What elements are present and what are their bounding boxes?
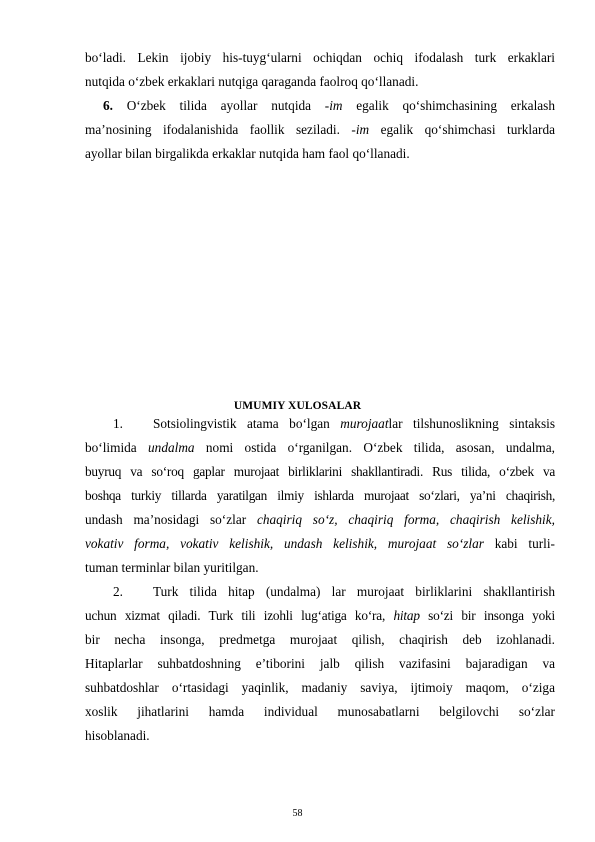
text-line: bo‘ladi. Lekin ijobiy his-tuyg‘ularni ochiqdan ochiq ifodalash turk erkaklari <box>85 50 555 65</box>
page-number: 58 <box>292 808 303 819</box>
text-line: bir necha insonga, predmetga murojaat qilish, chaqirish deb izohlanadi. <box>85 632 555 647</box>
text-line: ayollar bilan birgalikda erkaklar nutqida ham faol qo‘llanadi. <box>85 146 410 161</box>
text-line: suhbatdoshlar o‘rtasidagi yaqinlik, madaniy saviya, ijtimoiy maqom, o‘ziga <box>85 680 555 695</box>
word: jihatlarini <box>137 704 189 719</box>
text-line <box>85 700 555 724</box>
word: so‘zlar <box>518 704 555 719</box>
word: individual <box>263 704 318 719</box>
item-1-line: 1. Sotsiolingvistik atama bo‘lgan murojaatlar tilshunoslikning sintaksis <box>85 412 555 436</box>
text-line: bo‘limida undalma nomi ostida o‘rganilgan. O‘zbek tilida, asosan, undalma, <box>85 440 555 455</box>
item-2-line: 2. Turk tilida hitap (undalma) lar murojaat birliklarini shakllantirish <box>85 580 555 604</box>
text-line: buyruq va so‘roq gaplar murojaat birliklarini shakllantiradi. Rus tilida, o‘zbek va <box>85 464 555 479</box>
item-1-number: 1. <box>113 416 123 431</box>
text-line: hisoblanadi. <box>85 728 150 743</box>
text-line: boshqa turkiy tillarda yaratilgan ilmiy ishlarda murojaat so‘zlari, ya’ni chaqirish, <box>85 488 555 503</box>
word: xoslik <box>85 704 118 719</box>
text-line: nutqida o‘zbek erkaklari nutqiga qaraganda faolroq qo‘llanadi. <box>85 74 419 89</box>
top-paragraph <box>85 46 555 166</box>
text-line: ma’nosining ifodalanishida faollik seziladi. -im egalik qo‘shimchasi turklarda <box>85 122 555 137</box>
conclusions-list <box>85 412 555 748</box>
text-line: uchun xizmat qiladi. Turk tili izohli lug‘atiga ko‘ra, hitap so‘zi bir insonga yoki <box>85 608 556 623</box>
section-heading: UMUMIY XULOSALAR <box>233 400 362 412</box>
word: hamda <box>208 704 245 719</box>
item-6-line: 6. O‘zbek tilida ayollar nutqida -im egalik qo‘shimchasining erkalash <box>103 98 555 113</box>
text-line: vokativ forma, vokativ kelishik, undash kelishik, murojaat so‘zlar kabi turli- <box>85 536 555 551</box>
item-2-number: 2. <box>113 584 123 599</box>
text-line: Hitaplarlar suhbatdoshning e’tiborini jalb qilish vazifasini bajaradigan va <box>85 656 555 671</box>
item-6-number: 6. <box>103 98 113 113</box>
text-line: undash ma’nosidagi so‘zlar chaqiriq so‘z, chaqiriq forma, chaqirish kelishik, <box>85 512 555 527</box>
text-line: tuman terminlar bilan yuritilgan. <box>85 560 259 575</box>
word: munosabatlarni <box>337 704 420 719</box>
word: belgilovchi <box>439 704 500 719</box>
